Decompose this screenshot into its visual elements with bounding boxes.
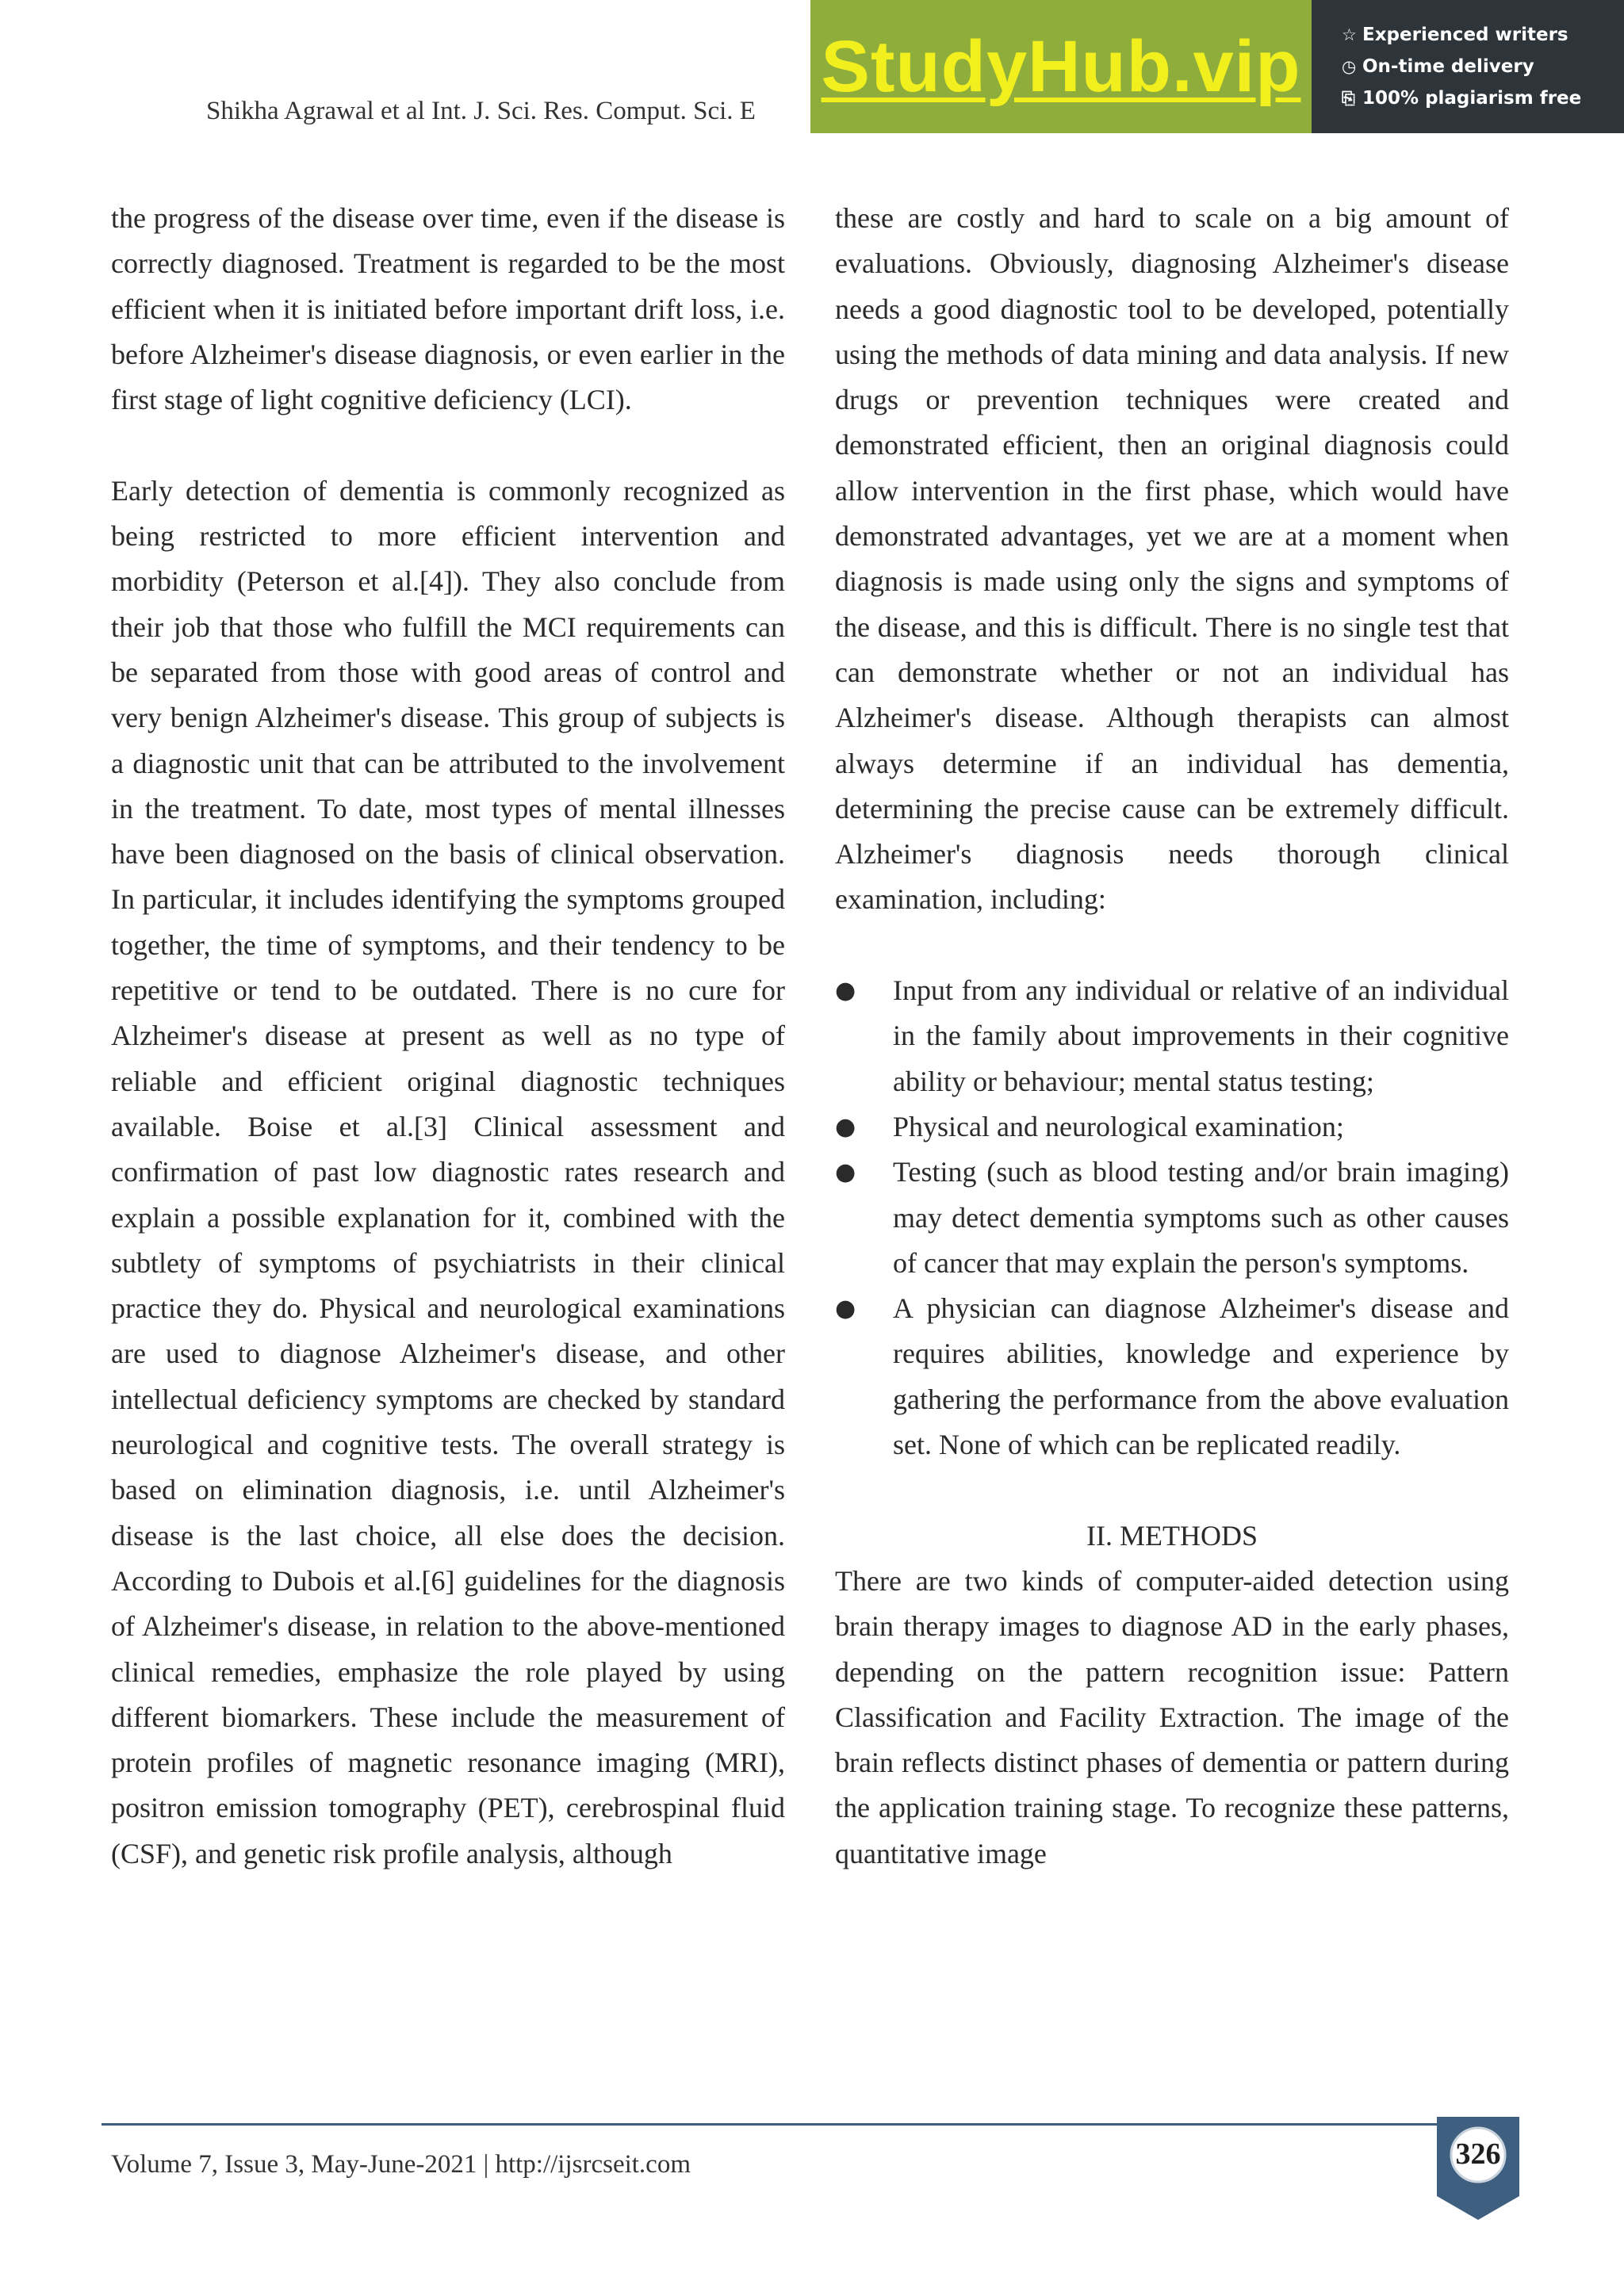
feature-label: On-time delivery bbox=[1362, 56, 1534, 77]
paragraph-gap bbox=[835, 923, 1509, 968]
examination-list bbox=[835, 968, 1509, 1468]
list-item bbox=[835, 1150, 1509, 1286]
list-item bbox=[835, 1104, 1509, 1150]
feature-plagiarism-free bbox=[1342, 88, 1624, 109]
feature-experienced-writers bbox=[1342, 25, 1624, 45]
studyhub-banner[interactable] bbox=[810, 0, 1624, 133]
bullet-icon: ● bbox=[835, 1158, 856, 1187]
banner-features bbox=[1312, 0, 1624, 133]
footer-citation: Volume 7, Issue 3, May-June-2021 | http://ijsrcseit.com bbox=[111, 2150, 691, 2179]
bullet-icon: ● bbox=[835, 1112, 856, 1141]
feature-label: Experienced writers bbox=[1362, 25, 1568, 45]
list-item-text: Physical and neurological examination; bbox=[893, 1110, 1344, 1142]
feature-on-time-delivery bbox=[1342, 56, 1624, 77]
right-column bbox=[835, 196, 1509, 1877]
document-check-icon: ⎘ bbox=[1342, 88, 1355, 108]
page-number: 326 bbox=[1455, 2137, 1501, 2171]
list-item bbox=[835, 968, 1509, 1104]
left-paragraph-2: Early detection of dementia is commonly recognized as being restricted to more efficient intervention and morbidity (Peterson et al.[4]). They also conclude from their job that those who fulfill the MCI requirements can be separated from those with good areas of control and very benign Alzheimer's disease. This group of subjects is a diagnostic unit that can be attributed to the involvement in the treatment. To date, most types of mental illnesses have been diagnosed on the basis of clinical observation. In particular, it includes identifying the symptoms grouped together, the time of symptoms, and their tendency to be repetitive or tend to be outdated. There is no cure for Alzheimer's disease at present as well as no type of reliable and efficient original diagnostic techniques available. Boise et al.[3] Clinical assessment and confirmation of past low diagnostic rates research and explain a possible explanation for it, combined with the subtlety of symptoms of psychiatrists in their clinical practice they do. Physical and neurological examinations are used to diagnose Alzheimer's disease, and other intellectual deficiency symptoms are checked by standard neurological and cognitive tests. The overall strategy is based on elimination diagnosis, i.e. until Alzheimer's disease is the last choice, all else does the decision. According to Dubois et al.[6] guidelines for the diagnosis of Alzheimer's disease, in relation to the above-mentioned clinical remedies, emphasize the role played by using different biomarkers. These include the measurement of protein profiles of magnetic resonance imaging (MRI), positron emission tomography (PET), cerebrospinal fluid (CSF), and genetic risk profile analysis, although bbox=[111, 474, 785, 1869]
right-paragraph-2: There are two kinds of computer-aided detection using brain therapy images to diagnose AD in the early phases, depending on the pattern recognition issue: Pattern Classification and Facility Extraction. The image of the brain reflects distinct phases of dementia or pattern during the application training stage. To recognize these patterns, quantitative image bbox=[835, 1564, 1509, 1869]
clock-icon: ◷ bbox=[1342, 57, 1357, 76]
list-item-text: Testing (such as blood testing and/or brain imaging) may detect dementia symptoms such as other causes of cancer that may explain the person's symptoms. bbox=[893, 1156, 1509, 1279]
paragraph-gap bbox=[111, 423, 785, 468]
studyhub-logo[interactable]: StudyHub.vip bbox=[821, 25, 1301, 107]
feature-label: 100% plagiarism free bbox=[1362, 88, 1582, 109]
bullet-icon: ● bbox=[835, 1295, 856, 1323]
list-item-text: Input from any individual or relative of an individual in the family about improvements in their cognitive ability or behaviour; mental status testing; bbox=[893, 974, 1509, 1097]
right-paragraph-1: these are costly and hard to scale on a big amount of evaluations. Obviously, diagnosing Alzheimer's disease needs a good diagnostic tool to be developed, potentially using the methods of data mining and data analysis. If new drugs or prevention techniques were created and demonstrated efficient, then an original diagnosis could allow intervention in the first phase, which would have demonstrated advantages, yet we are at a moment when diagnosis is made using only the signs and symptoms of the disease, and this is difficult. There is no single test that can demonstrate whether or not an individual has Alzheimer's disease. Although therapists can almost always determine if an individual has dementia, determining the precise cause can be extremely difficult. Alzheimer's diagnosis needs thorough clinical examination, including: bbox=[835, 202, 1509, 916]
paragraph-gap bbox=[835, 1468, 1509, 1513]
running-header: Shikha Agrawal et al Int. J. Sci. Res. Comput. Sci. E bbox=[206, 97, 756, 125]
bullet-icon: ● bbox=[835, 977, 856, 1005]
banner-logo-area[interactable] bbox=[810, 0, 1312, 133]
section-heading-methods: II. METHODS bbox=[1086, 1519, 1258, 1552]
star-icon: ☆ bbox=[1342, 25, 1357, 44]
footer-rule bbox=[102, 2123, 1442, 2126]
list-item-text: A physician can diagnose Alzheimer's disease and requires abilities, knowledge and experience by gathering the performance from the above evaluation set. None of which can be replicated readily. bbox=[893, 1292, 1509, 1461]
list-item bbox=[835, 1286, 1509, 1468]
left-column bbox=[111, 196, 785, 1877]
left-paragraph-1: the progress of the disease over time, even if the disease is correctly diagnosed. Treatment is regarded to be the most efficient when it is initiated before important drift loss, i.e. before Alzheimer's disease diagnosis, or even earlier in the first stage of light cognitive deficiency (LCI). bbox=[111, 202, 785, 416]
